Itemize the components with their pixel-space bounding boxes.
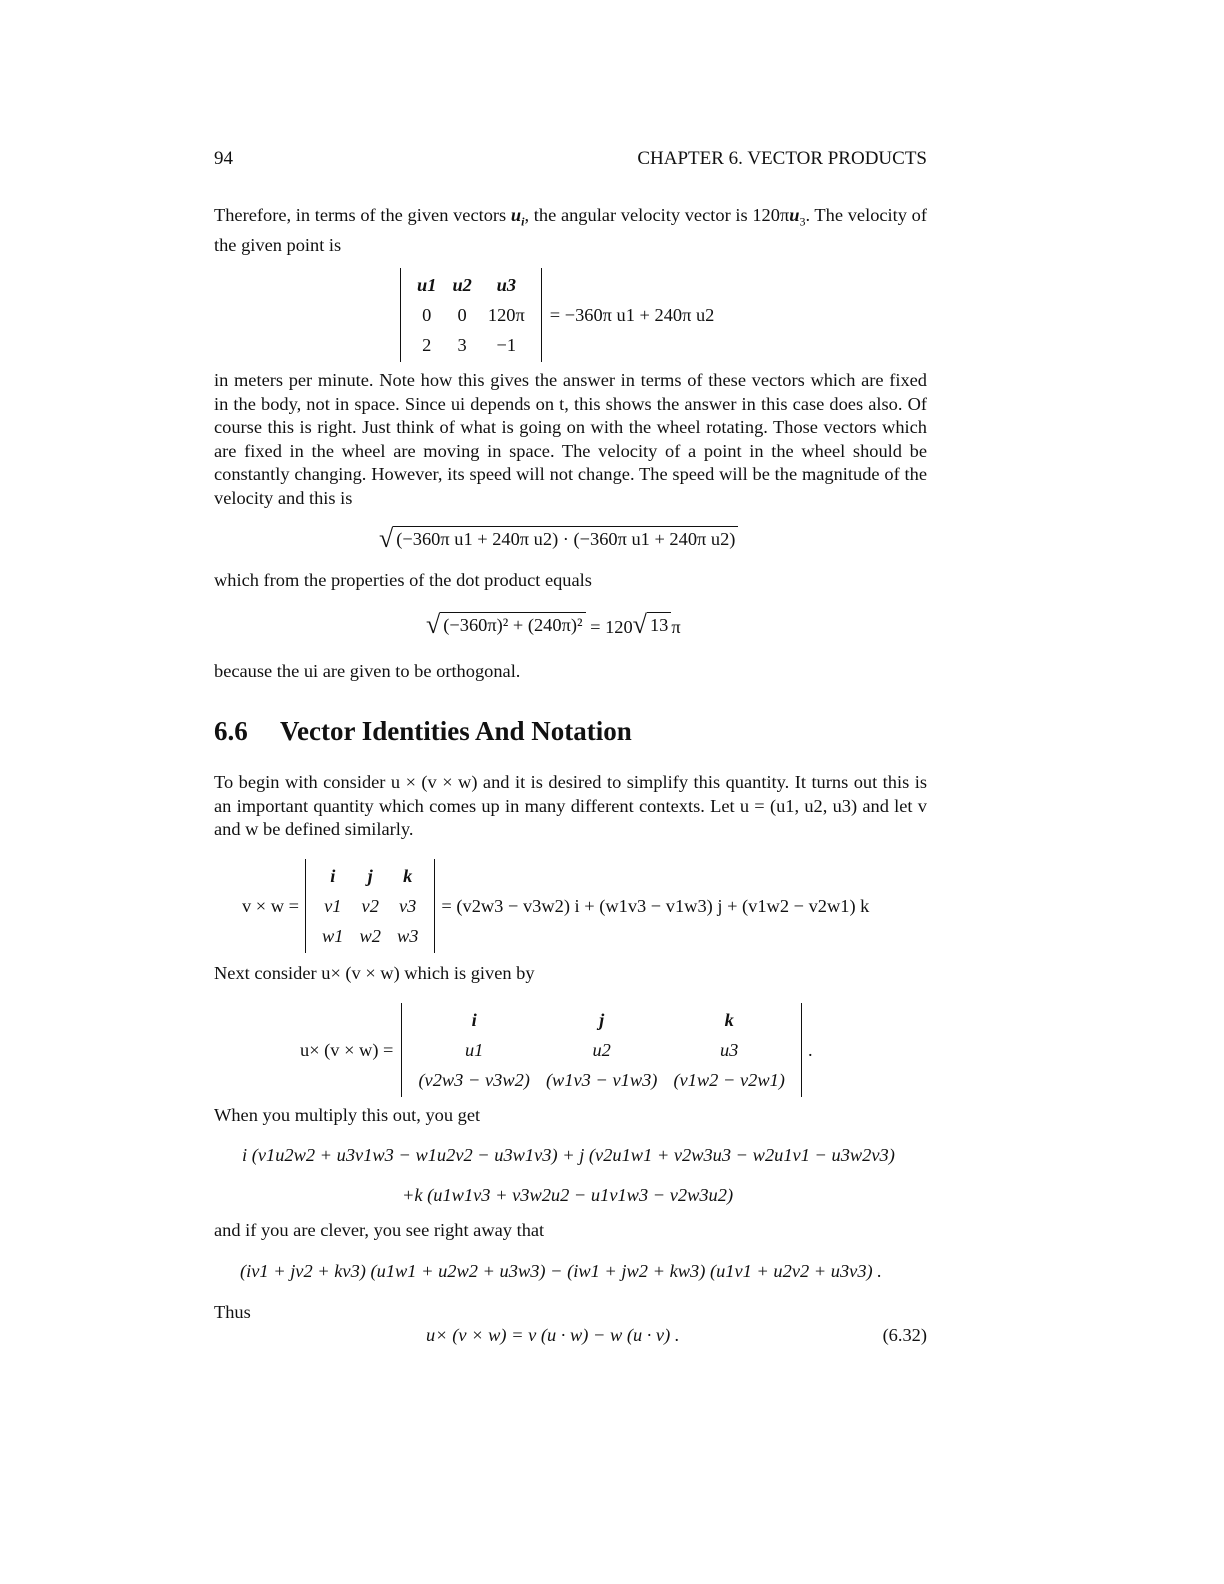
triple-product-determinant: u× (v × w) = i j k u1 u2 u3 (v2w3 − v3w2) (w1v3 − v1w3) (v1w2 − v2w1) .: [300, 1003, 813, 1097]
equation-number: (6.32): [882, 1325, 927, 1345]
triple-product-identity: u× (v × w) = v (u · w) − w (u · v) .: [426, 1325, 680, 1345]
expanded-product-line-2: +k (u1w1v3 + v3w2u2 − u1v1w3 − v2w3u2): [402, 1185, 734, 1205]
velocity-determinant: [400, 268, 714, 362]
page: [214, 0, 927, 1584]
running-header: [214, 148, 927, 172]
triple-product-matrix: i j k u1 u2 u3 (v2w3 − v3w2) (w1v3 − v1w3) (v1w2 − v2w1): [401, 1003, 802, 1097]
paragraph-thus: Thus: [214, 1302, 251, 1322]
chapter-title: CHAPTER 6. VECTOR PRODUCTS: [637, 148, 927, 169]
paragraph-orthogonal: because the ui are given to be orthogonal.: [214, 661, 521, 681]
paragraph-multiply-out: When you multiply this out, you get: [214, 1105, 481, 1125]
paragraph-triple-product-intro: To begin with consider u × (v × w) and it is desired to simplify this quantity. It turns out this is an important quantity which comes up in many different contexts. Let u = (u1, u2, u3) and let v and w be defined similarly.: [214, 772, 927, 840]
cross-product-determinant: v × w = i j k v1 v2 v3 w1 w2 w3 = (v2w3 − v3w2) i + (w1v3 − v1w3) j + (v1w2 − v2w1) k: [242, 859, 869, 953]
speed-equation: √ (−360π u1 + 240π u2) · (−360π u1 + 240π u2): [379, 526, 738, 552]
cross-product-matrix: i j k v1 v2 v3 w1 w2 w3: [305, 859, 435, 953]
paragraph-clever: and if you are clever, you see right away that: [214, 1220, 545, 1240]
cross-product-result: = (v2w3 − v3w2) i + (w1v3 − v1w3) j + (v1w2 − v2w1) k: [441, 895, 870, 916]
paragraph-dot-product: which from the properties of the dot product equals: [214, 570, 592, 590]
section-title: Vector Identities And Notation: [280, 716, 632, 746]
paragraph-angular-velocity: Therefore, in terms of the given vectors $u_i$, the angular velocity vector is $120\pi u_3$. The velocity of the given point is: [214, 205, 927, 256]
expanded-product-line-1: i (v1u2w2 + u3v1w3 − w1u2v2 − u3w1v3) + j (v2u1w1 + v2w3u3 − w2u1v1 − u3w2v3): [242, 1145, 895, 1165]
paragraph-fixed-in-body: in meters per minute. Note how this gives the answer in terms of these vectors which are fixed in the body, not in space. Since ui depends on t, this shows the answer in this case does also. Of course this is right. Just think of what is going on with the wheel rotating. Those vectors which are fixed in the wheel are moving in space. The velocity of a point in the wheel should be constantly changing. However, its speed will not change. The speed will be the magnitude of the velocity and this is: [214, 370, 927, 508]
determinant-result: = −360π u1 + 240π u2: [549, 304, 715, 325]
paragraph-next-consider: Next consider u× (v × w) which is given by: [214, 963, 535, 983]
determinant-matrix: u1 u2 u3 0 0 120π 2 3 −1: [400, 268, 542, 362]
page-number: 94: [214, 148, 233, 169]
section-heading: [214, 716, 632, 747]
factored-expression: (iv1 + jv2 + kv3) (u1w1 + u2w2 + u3w3) − (iw1 + jw2 + kw3) (u1v1 + u2v2 + u3v3) .: [240, 1261, 882, 1281]
section-number: 6.6: [214, 716, 248, 746]
speed-value-equation: √ (−360π)² + (240π)² = 120 √ 13 π: [426, 610, 681, 639]
